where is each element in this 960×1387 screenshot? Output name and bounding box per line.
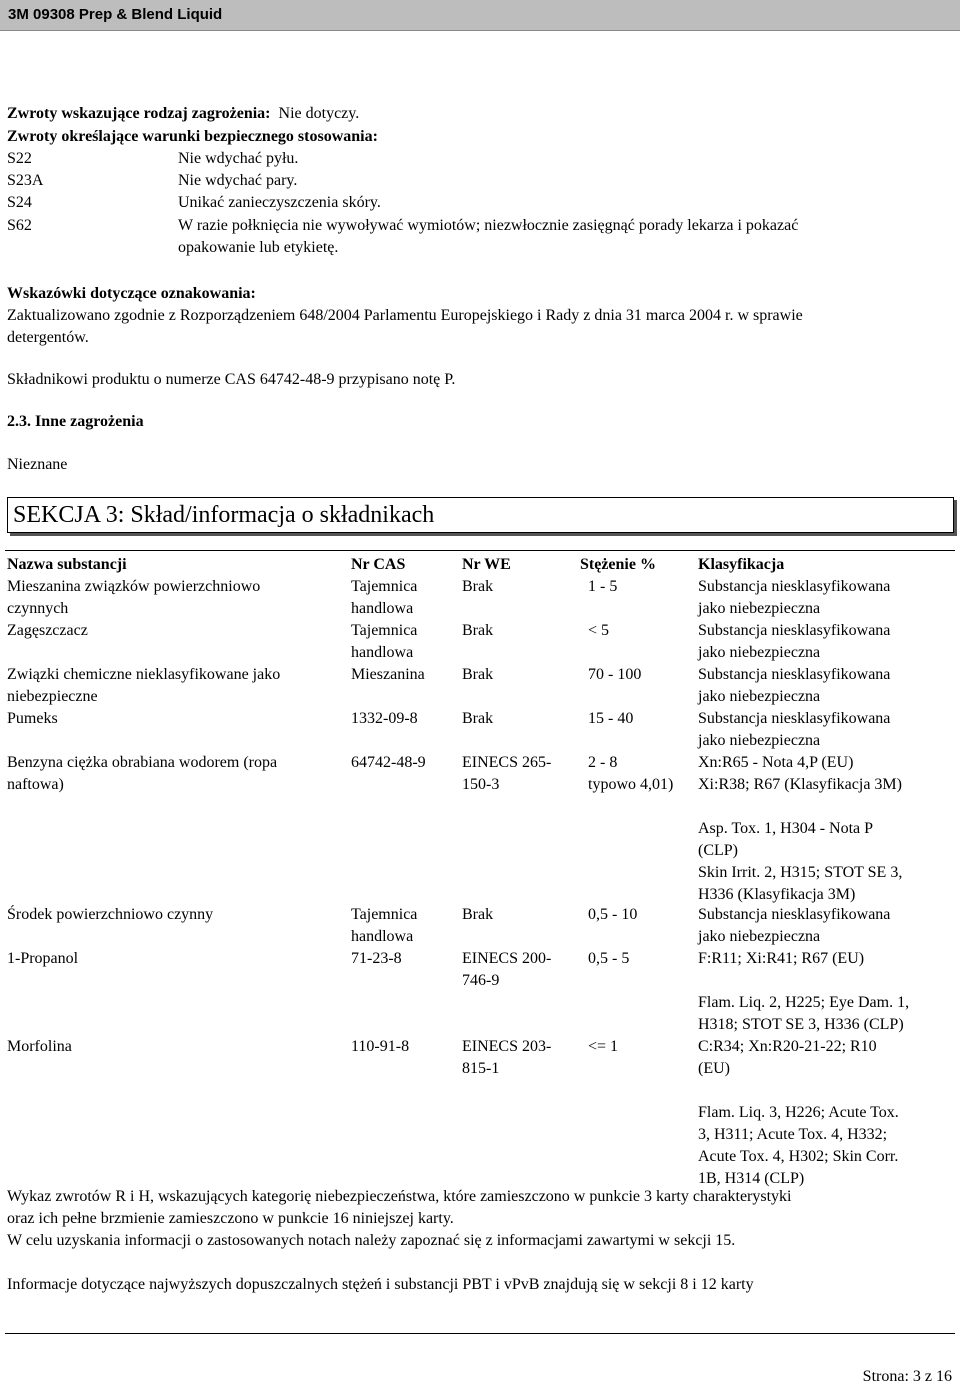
cell-name: czynnych (7, 600, 69, 617)
cell-cls: (EU) (698, 1060, 730, 1077)
footer-note: Informacje dotyczące najwyższych dopuszczalnych stężeń i substancji PBT i vPvB znajdują się w sekcji 8 i 12 karty (7, 1276, 754, 1293)
cell-conc: 1 - 5 (588, 578, 618, 595)
cell-cls: 3, H311; Acute Tox. 4, H332; (698, 1126, 888, 1143)
cell-cls: Substancja niesklasyfikowana (698, 906, 891, 923)
cell-cas: Tajemnica (351, 578, 418, 595)
cell-conc: < 5 (588, 622, 610, 639)
cell-name: 1-Propanol (7, 950, 79, 967)
r-phrases-line (7, 104, 359, 124)
cell-conc: 0,5 - 10 (588, 906, 638, 923)
cell-cls: Flam. Liq. 2, H225; Eye Dam. 1, (698, 994, 910, 1011)
cell-cls: jako niebezpieczna (698, 732, 821, 749)
cell-cls: jako niebezpieczna (698, 644, 821, 661)
cell-cas: handlowa (351, 644, 414, 661)
cell-conc: 2 - 8 (588, 754, 618, 771)
cell-conc: 70 - 100 (588, 666, 642, 683)
cell-we: Brak (462, 666, 494, 683)
cell-we: Brak (462, 622, 494, 639)
cell-name: naftowa) (7, 776, 64, 793)
cell-cls: Substancja niesklasyfikowana (698, 666, 891, 683)
labelling-text-cont: detergentów. (7, 329, 89, 346)
cell-we: Brak (462, 710, 494, 727)
table-top-rule (5, 550, 955, 551)
other-hazards-title: 2.3. Inne zagrożenia (7, 413, 144, 430)
cell-we: Brak (462, 578, 494, 595)
s-phrase-text: Nie wdychać pary. (178, 172, 298, 189)
cell-cls: Substancja niesklasyfikowana (698, 622, 891, 639)
cell-we: Brak (462, 906, 494, 923)
cell-name: Benzyna ciężka obrabiana wodorem (ropa (7, 754, 278, 771)
col-header-concentration: Stężenie % (580, 556, 656, 573)
cell-cls: Substancja niesklasyfikowana (698, 578, 891, 595)
cell-conc: typowo 4,01) (588, 776, 674, 793)
r-phrases-value: Nie dotyczy. (278, 105, 360, 122)
cell-cls: jako niebezpieczna (698, 688, 821, 705)
s-phrase-code: S62 (7, 217, 32, 234)
cell-cls: Flam. Liq. 3, H226; Acute Tox. (698, 1104, 899, 1121)
s-phrase-text: Nie wdychać pyłu. (178, 150, 299, 167)
cell-name: Pumeks (7, 710, 58, 727)
cell-cls: C:R34; Xn:R20-21-22; R10 (698, 1038, 877, 1055)
s-phrase-text: Unikać zanieczyszczenia skóry. (178, 194, 381, 211)
cell-cls: (CLP) (698, 842, 738, 859)
cell-cls: F:R11; Xi:R41; R67 (EU) (698, 950, 865, 967)
cell-cas: Mieszanina (351, 666, 425, 683)
cell-cas: 71-23-8 (351, 950, 402, 967)
page-footer-rule (5, 1333, 955, 1334)
cell-we: 150-3 (462, 776, 500, 793)
col-header-cas: Nr CAS (351, 556, 406, 573)
cell-cas: 110-91-8 (351, 1038, 410, 1055)
s-phrases-label: Zwroty określające warunki bezpiecznego stosowania: (7, 128, 378, 145)
footer-note: W celu uzyskania informacji o zastosowanych notach należy zapoznać się z informacjami zawartymi w sekcji 15. (7, 1232, 736, 1249)
cell-cls: Acute Tox. 4, H302; Skin Corr. (698, 1148, 899, 1165)
cell-cls: Xi:R38; R67 (Klasyfikacja 3M) (698, 776, 902, 793)
cell-we: 815-1 (462, 1060, 500, 1077)
cell-cls: 1B, H314 (CLP) (698, 1170, 805, 1187)
document-title: 3M 09308 Prep & Blend Liquid (8, 6, 223, 23)
s-phrase-code: S24 (7, 194, 32, 211)
cell-cas: 64742-48-9 (351, 754, 426, 771)
cell-cls: jako niebezpieczna (698, 600, 821, 617)
cell-cls: Xn:R65 - Nota 4,P (EU) (698, 754, 854, 771)
labelling-title: Wskazówki dotyczące oznakowania: (7, 285, 256, 302)
cell-name: Zagęszczacz (7, 622, 88, 639)
col-header-we: Nr WE (462, 556, 511, 573)
cell-cas: Tajemnica (351, 906, 418, 923)
s-phrase-code: S22 (7, 150, 32, 167)
col-header-classification: Klasyfikacja (698, 556, 785, 573)
cell-cls: H336 (Klasyfikacja 3M) (698, 886, 856, 903)
cell-name: Morfolina (7, 1038, 72, 1055)
cell-we: EINECS 203- (462, 1038, 552, 1055)
cell-cls: Substancja niesklasyfikowana (698, 710, 891, 727)
cell-cas: 1332-09-8 (351, 710, 418, 727)
cell-name: niebezpieczne (7, 688, 98, 705)
footer-note: Wykaz zwrotów R i H, wskazujących kategorię niebezpieczeństwa, które zamieszczono w punkcie 3 karty charakterystyki (7, 1188, 792, 1205)
cell-we: 746-9 (462, 972, 500, 989)
cell-cls: jako niebezpieczna (698, 928, 821, 945)
cell-conc: 0,5 - 5 (588, 950, 630, 967)
cell-we: EINECS 265- (462, 754, 552, 771)
cell-conc: 15 - 40 (588, 710, 634, 727)
note-p-text: Składnikowi produktu o numerze CAS 64742-48-9 przypisano notę P. (7, 371, 456, 388)
cell-conc: <= 1 (588, 1038, 619, 1055)
cell-we: EINECS 200- (462, 950, 552, 967)
section-3-heading-box (7, 497, 954, 533)
cell-name: Związki chemiczne nieklasyfikowane jako (7, 666, 281, 683)
s-phrase-text-cont: opakowanie lub etykietę. (178, 239, 339, 256)
cell-cls: Asp. Tox. 1, H304 - Nota P (698, 820, 874, 837)
page-number: Strona: 3 z 16 (862, 1368, 952, 1385)
cell-cas: handlowa (351, 600, 414, 617)
col-header-name: Nazwa substancji (7, 556, 127, 573)
cell-name: Mieszanina związków powierzchniowo (7, 578, 261, 595)
s-phrase-text: W razie połknięcia nie wywoływać wymiotów; niezwłocznie zasięgnąć porady lekarza i pokazać (178, 217, 799, 234)
labelling-text: Zaktualizowano zgodnie z Rozporządzeniem 648/2004 Parlamentu Europejskiego i Rady z dnia 31 marca 2004 r. w sprawie (7, 307, 803, 324)
cell-cas: Tajemnica (351, 622, 418, 639)
cell-cls: Skin Irrit. 2, H315; STOT SE 3, (698, 864, 903, 881)
s-phrase-code: S23A (7, 172, 44, 189)
footer-note: oraz ich pełne brzmienie zamieszczono w punkcie 16 niniejszej karty. (7, 1210, 454, 1227)
section-3-title: SEKCJA 3: Skład/informacja o składnikach (13, 502, 435, 528)
cell-cas: handlowa (351, 928, 414, 945)
cell-cls: H318; STOT SE 3, H336 (CLP) (698, 1016, 904, 1033)
r-phrases-label: Zwroty wskazujące rodzaj zagrożenia: (7, 105, 271, 122)
cell-name: Środek powierzchniowo czynny (7, 906, 214, 923)
other-hazards-text: Nieznane (7, 456, 68, 473)
document-header-bar (0, 0, 960, 31)
